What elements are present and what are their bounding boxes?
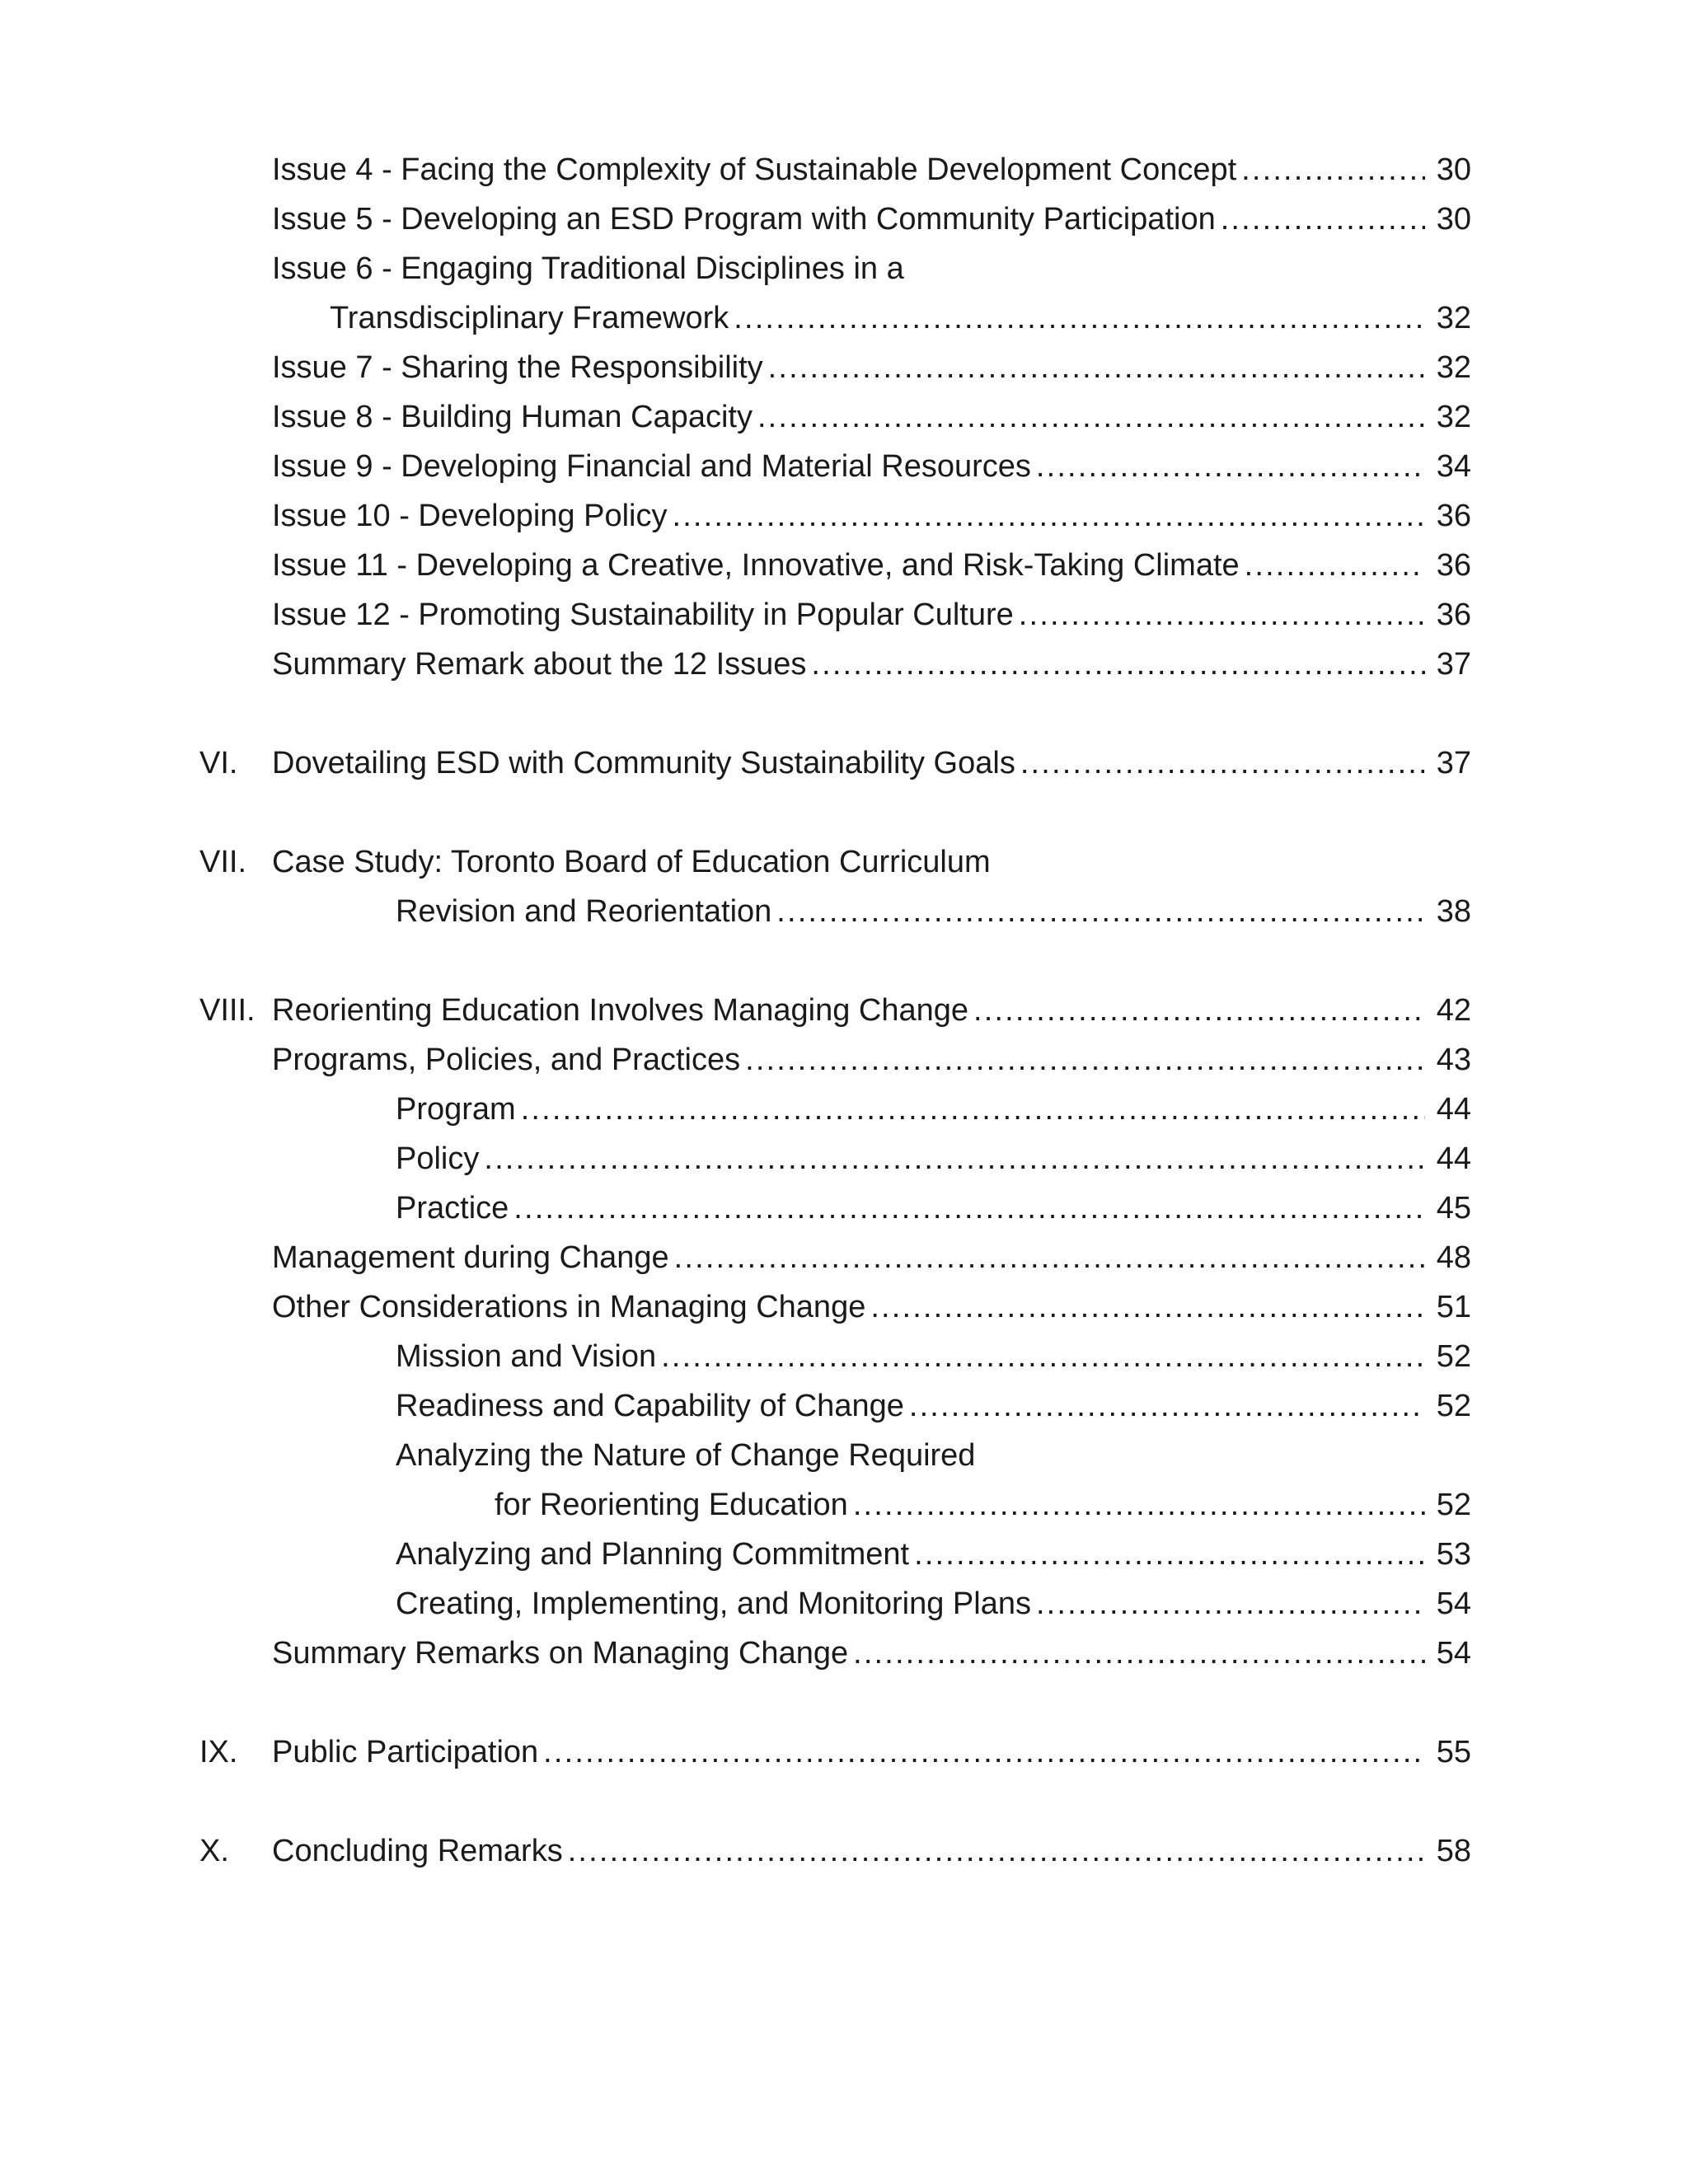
dot-leader (661, 1332, 1425, 1381)
dot-leader (674, 1233, 1425, 1282)
toc-page-number: 52 (1436, 1488, 1471, 1522)
toc-entry-other-considerations[interactable] (272, 1282, 1471, 1332)
toc-entry-analyzing-nature-line2[interactable] (495, 1480, 1471, 1530)
toc-entry-title: Issue 12 - Promoting Sustainability in Popular Culture (272, 598, 1014, 632)
toc-entry-issue-6-line1[interactable] (272, 244, 1471, 293)
toc-page-number: 37 (1436, 746, 1471, 780)
dot-leader (909, 1381, 1425, 1431)
toc-page-number: 42 (1436, 993, 1471, 1028)
dot-leader (768, 343, 1425, 392)
toc-entry-title: Practice (396, 1191, 509, 1226)
toc-page-number: 30 (1436, 152, 1471, 187)
toc-page-number: 48 (1436, 1240, 1471, 1275)
dot-leader (1036, 1579, 1425, 1629)
toc-entry-section-8[interactable] (272, 986, 1471, 1035)
toc-entry-title: Mission and Vision (396, 1339, 657, 1374)
dot-leader (1019, 590, 1425, 640)
toc-entry-title: Creating, Implementing, and Monitoring Plans (396, 1586, 1031, 1621)
toc-entry-title: Analyzing and Planning Commitment (396, 1537, 910, 1572)
dot-leader (568, 1826, 1425, 1876)
toc-entry-issue-12[interactable] (272, 590, 1471, 640)
section-numeral: VII. (199, 845, 247, 879)
toc-entry-section-7-line2[interactable] (396, 887, 1471, 936)
toc-page-number: 55 (1436, 1735, 1471, 1769)
toc-entry-issue-6-line2[interactable] (330, 293, 1471, 343)
toc-entry-title: Issue 11 - Developing a Creative, Innovative, and Risk-Taking Climate (272, 548, 1240, 583)
toc-entry-title: Revision and Reorientation (396, 894, 772, 929)
toc-entry-title: Program (396, 1092, 516, 1127)
toc-entry-title: Dovetailing ESD with Community Sustainability Goals (272, 746, 1015, 780)
dot-leader (914, 1530, 1425, 1579)
toc-entry-issue-11[interactable] (272, 541, 1471, 590)
toc-entry-program[interactable] (396, 1085, 1471, 1134)
toc-entry-title: Issue 6 - Engaging Traditional Disciplines in a (272, 251, 904, 286)
toc-page-number: 44 (1436, 1141, 1471, 1176)
toc-entry-title: Issue 9 - Developing Financial and Material Resources (272, 449, 1031, 484)
toc-entry-summary-managing-change[interactable] (272, 1629, 1471, 1678)
toc-entry-mission-vision[interactable] (396, 1332, 1471, 1381)
section-numeral: IX. (199, 1735, 238, 1769)
toc-entry-section-10[interactable] (272, 1826, 1471, 1876)
toc-entry-issue-9[interactable] (272, 442, 1471, 491)
toc-page-number: 38 (1436, 894, 1471, 929)
toc-entry-policy[interactable] (396, 1134, 1471, 1183)
toc-entry-title: Reorienting Education Involves Managing Change (272, 993, 968, 1028)
toc-entry-summary-12-issues[interactable] (272, 640, 1471, 689)
toc-page-number: 30 (1436, 202, 1471, 237)
dot-leader (484, 1134, 1425, 1183)
toc-entry-title: Public Participation (272, 1735, 539, 1769)
toc-page-number: 53 (1436, 1537, 1471, 1572)
dot-leader (1020, 738, 1425, 788)
toc-entry-issue-8[interactable] (272, 392, 1471, 442)
toc-entry-title: for Reorienting Education (495, 1488, 848, 1522)
toc-entry-title: Issue 7 - Sharing the Responsibility (272, 350, 763, 385)
dot-leader (543, 1727, 1425, 1777)
toc-entry-title: Summary Remarks on Managing Change (272, 1636, 849, 1671)
toc-entry-creating-plans[interactable] (396, 1579, 1471, 1629)
toc-page-number: 54 (1436, 1586, 1471, 1621)
dot-leader (973, 986, 1425, 1035)
toc-page-number: 44 (1436, 1092, 1471, 1127)
dot-leader (1221, 194, 1425, 244)
toc-entry-readiness[interactable] (396, 1381, 1471, 1431)
toc-entry-practice[interactable] (396, 1183, 1471, 1233)
toc-entry-management-during-change[interactable] (272, 1233, 1471, 1282)
toc-page-number: 51 (1436, 1290, 1471, 1324)
toc-page-number: 52 (1436, 1339, 1471, 1374)
dot-leader (870, 1282, 1425, 1332)
toc-page-number: 32 (1436, 301, 1471, 335)
toc-entry-title: Issue 10 - Developing Policy (272, 499, 668, 533)
toc-entry-title: Readiness and Capability of Change (396, 1389, 904, 1423)
dot-leader (811, 640, 1425, 689)
toc-page-number: 32 (1436, 400, 1471, 434)
dot-leader (734, 293, 1425, 343)
toc-page-number: 34 (1436, 449, 1471, 484)
toc-page-number: 45 (1436, 1191, 1471, 1226)
toc-entry-title: Summary Remark about the 12 Issues (272, 647, 807, 682)
dot-leader (853, 1629, 1425, 1678)
toc-page-number: 43 (1436, 1043, 1471, 1077)
toc-entry-analyzing-planning[interactable] (396, 1530, 1471, 1579)
toc-page-number: 36 (1436, 499, 1471, 533)
toc-entry-title: Transdisciplinary Framework (330, 301, 729, 335)
toc-entry-issue-10[interactable] (272, 491, 1471, 541)
toc-entry-section-6[interactable] (272, 738, 1471, 788)
section-numeral: X. (199, 1834, 229, 1868)
dot-leader (745, 1035, 1425, 1085)
toc-page-number: 58 (1436, 1834, 1471, 1868)
dot-leader (1241, 145, 1425, 194)
toc-entry-title: Policy (396, 1141, 480, 1176)
dot-leader (757, 392, 1425, 442)
toc-entry-title: Issue 4 - Facing the Complexity of Sustainable Development Concept (272, 152, 1237, 187)
dot-leader (1245, 541, 1425, 590)
toc-entry-title: Case Study: Toronto Board of Education Curriculum (272, 845, 991, 879)
toc-entry-title: Analyzing the Nature of Change Required (396, 1438, 976, 1473)
toc-entry-title: Issue 8 - Building Human Capacity (272, 400, 753, 434)
toc-page-number: 32 (1436, 350, 1471, 385)
toc-entry-title: Other Considerations in Managing Change (272, 1290, 866, 1324)
dot-leader (776, 887, 1425, 936)
toc-entry-analyzing-nature-line1[interactable] (396, 1431, 1471, 1480)
toc-entry-section-9[interactable] (272, 1727, 1471, 1777)
toc-entry-title: Management during Change (272, 1240, 669, 1275)
toc-page-number: 36 (1436, 598, 1471, 632)
section-numeral: VI. (199, 746, 238, 780)
toc-entry-title: Concluding Remarks (272, 1834, 563, 1868)
toc-entry-issue-4[interactable] (272, 145, 1471, 194)
dot-leader (853, 1480, 1425, 1530)
toc-entry-title: Issue 5 - Developing an ESD Program with Community Participation (272, 202, 1216, 237)
toc-entry-issue-5[interactable] (272, 194, 1471, 244)
dot-leader (1036, 442, 1425, 491)
toc-entry-title: Programs, Policies, and Practices (272, 1043, 741, 1077)
section-numeral: VIII. (199, 993, 256, 1028)
dot-leader (521, 1085, 1425, 1134)
toc-entry-programs-policies-practices[interactable] (272, 1035, 1471, 1085)
toc-entry-section-7-line1[interactable] (272, 837, 1471, 887)
toc-page-number: 52 (1436, 1389, 1471, 1423)
toc-page-number: 37 (1436, 647, 1471, 682)
toc-page-number: 54 (1436, 1636, 1471, 1671)
dot-leader (513, 1183, 1425, 1233)
toc-entry-issue-7[interactable] (272, 343, 1471, 392)
toc-page-number: 36 (1436, 548, 1471, 583)
dot-leader (672, 491, 1425, 541)
